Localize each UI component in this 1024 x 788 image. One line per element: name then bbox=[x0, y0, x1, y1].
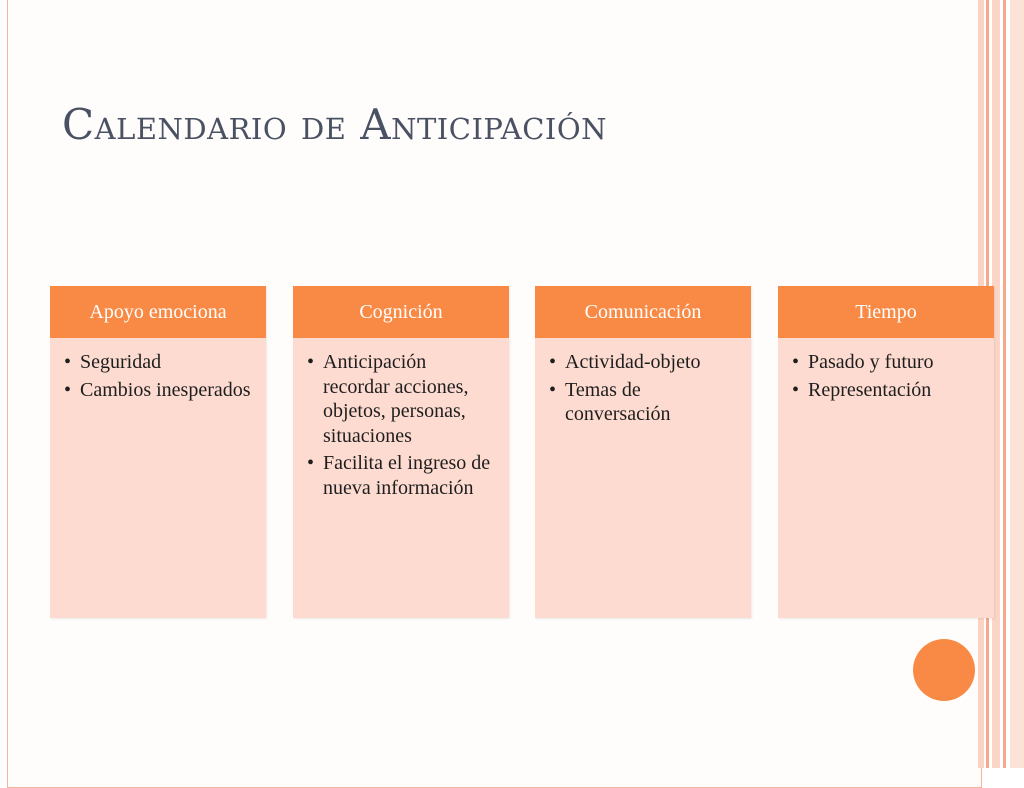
card-apoyo-emocional bbox=[50, 286, 266, 618]
card-bullet-list bbox=[535, 338, 751, 427]
slide-title: Calendario de Anticipación bbox=[62, 100, 607, 149]
decorative-stripe bbox=[1010, 0, 1024, 768]
bullet-item: • Anticipación recordar acciones, objetos, personas, situaciones bbox=[307, 350, 497, 448]
card-bullet-list bbox=[293, 338, 509, 500]
bullet-item: • Seguridad bbox=[64, 350, 254, 375]
card-cognicion bbox=[293, 286, 509, 618]
bullet-item: • Cambios inesperados bbox=[64, 378, 254, 403]
card-comunicacion bbox=[535, 286, 751, 618]
card-header: Apoyo emociona bbox=[50, 286, 266, 338]
card-header: Cognición bbox=[293, 286, 509, 338]
bullet-item: • Facilita el ingreso de nueva información bbox=[307, 451, 497, 500]
card-tiempo bbox=[778, 286, 994, 618]
decorative-circle bbox=[913, 639, 975, 701]
card-header: Tiempo bbox=[778, 286, 994, 338]
bullet-item: • Pasado y futuro bbox=[792, 350, 982, 375]
card-bullet-list bbox=[778, 338, 994, 402]
decorative-stripe bbox=[1003, 0, 1006, 768]
bullet-item: • Actividad-objeto bbox=[549, 350, 739, 375]
card-header: Comunicación bbox=[535, 286, 751, 338]
card-bullet-list bbox=[50, 338, 266, 402]
bullet-item: • Representación bbox=[792, 378, 982, 403]
bullet-item: • Temas de conversación bbox=[549, 378, 739, 427]
